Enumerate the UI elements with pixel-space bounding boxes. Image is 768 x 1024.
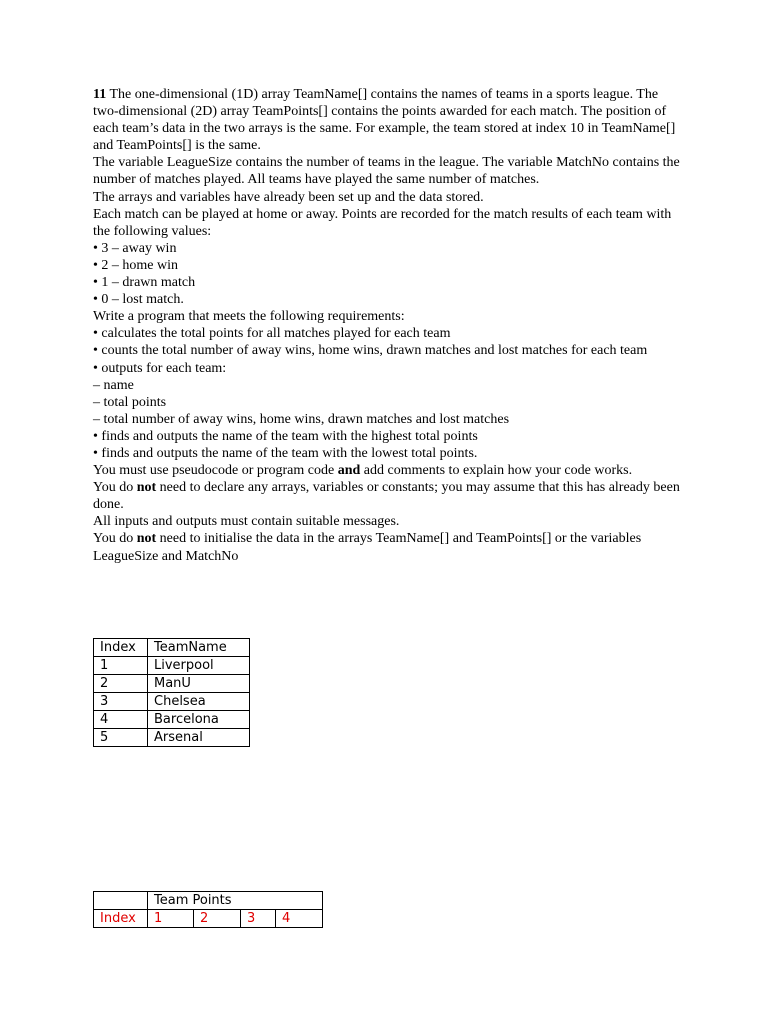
intro-paragraph-2: The variable LeagueSize contains the number of teams in the league. The variable MatchNo contains the number of matches played. All teams have played the same number of matches. xyxy=(93,155,680,188)
io-note: All inputs and outputs must contain suitable messages. xyxy=(93,514,400,530)
requirement-item: • finds and outputs the name of the team with the highest total points xyxy=(93,428,478,444)
intro-paragraph-1: The one-dimensional (1D) array TeamName[] contains the names of teams in a sports league. The two-dimensional (2D) array TeamPoints[] contains the points awarded for each match. The position of each team’s data in the two arrays is the same. For example, the team stored at index 10 in TeamName[] and TeamPoints[] is the same. xyxy=(93,87,676,154)
intro-paragraph-4: Each match can be played at home or away. Points are recorded for the match results of each team with the following values: xyxy=(93,206,672,239)
table-row xyxy=(94,729,250,747)
header-team-points: Team Points xyxy=(148,892,323,910)
pseudocode-note xyxy=(93,462,683,479)
row-team-name: Arsenal xyxy=(148,729,250,747)
requirement-item: • outputs for each team: xyxy=(93,360,227,376)
point-value-lost: • 0 – lost match. xyxy=(93,292,184,308)
header-teamname: TeamName xyxy=(148,639,250,657)
intro-paragraph-3: The arrays and variables have already been set up and the data stored. xyxy=(93,189,484,205)
row-team-name: ManU xyxy=(148,675,250,693)
pseudocode-note-after: add comments to explain how your code works. xyxy=(360,463,633,479)
row-index: 4 xyxy=(94,711,148,729)
row-index: 5 xyxy=(94,729,148,747)
row-team-name: Barcelona xyxy=(148,711,250,729)
row-index: 2 xyxy=(94,675,148,693)
requirement-subitem: – name xyxy=(93,377,134,393)
points-column-1: 1 xyxy=(148,910,194,928)
points-column-2: 2 xyxy=(194,910,241,928)
declare-note-before: You do xyxy=(93,480,137,496)
header-index: Index xyxy=(94,639,148,657)
team-name-table xyxy=(93,638,250,747)
table-header-row xyxy=(94,639,250,657)
table-row xyxy=(94,910,323,928)
init-note-bold: not xyxy=(136,531,157,547)
point-value-drawn: • 1 – drawn match xyxy=(93,275,196,291)
init-note-before: You do xyxy=(93,531,137,547)
declare-note xyxy=(93,479,683,513)
init-note xyxy=(93,530,683,564)
table-row xyxy=(94,675,250,693)
pseudocode-note-before: You must use pseudocode or program code xyxy=(93,463,338,479)
index-label: Index xyxy=(94,910,148,928)
table-row xyxy=(94,693,250,711)
table-row xyxy=(94,657,250,675)
requirement-subitem: – total number of away wins, home wins, drawn matches and lost matches xyxy=(93,411,510,427)
requirement-subitem: – total points xyxy=(93,394,167,410)
header-empty-cell xyxy=(94,892,148,910)
point-value-away-win: • 3 – away win xyxy=(93,240,177,256)
row-index: 3 xyxy=(94,693,148,711)
declare-note-after: need to declare any arrays, variables or constants; you may assume that this has already been done. xyxy=(93,480,680,513)
requirement-item: • counts the total number of away wins, home wins, drawn matches and lost matches for each team xyxy=(93,343,648,359)
init-note-after: need to initialise the data in the arrays TeamName[] and TeamPoints[] or the variables LeagueSize and MatchNo xyxy=(93,531,642,564)
row-team-name: Chelsea xyxy=(148,693,250,711)
row-team-name: Liverpool xyxy=(148,657,250,675)
row-index: 1 xyxy=(94,657,148,675)
table-row xyxy=(94,711,250,729)
requirement-item: • finds and outputs the name of the team with the lowest total points. xyxy=(93,445,478,461)
question-text xyxy=(93,86,683,565)
points-column-4: 4 xyxy=(276,910,323,928)
question-intro-1 xyxy=(93,86,683,154)
points-column-3: 3 xyxy=(241,910,276,928)
pseudocode-note-bold: and xyxy=(337,463,361,479)
requirement-item: • calculates the total points for all matches played for each team xyxy=(93,326,451,342)
question-number: 11 xyxy=(93,87,107,102)
declare-note-bold: not xyxy=(136,480,157,496)
team-points-table xyxy=(93,891,323,928)
requirements-intro: Write a program that meets the following requirements: xyxy=(93,309,405,325)
table-header-row xyxy=(94,892,323,910)
point-value-home-win: • 2 – home win xyxy=(93,257,179,273)
